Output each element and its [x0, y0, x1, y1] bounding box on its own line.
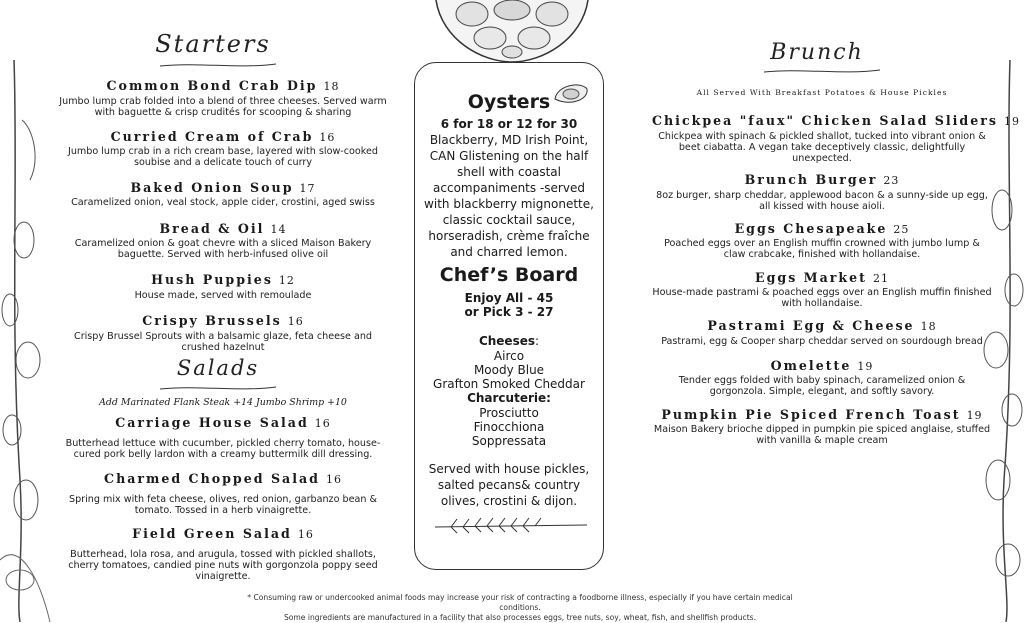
charcuterie-label: Charcuterie: — [467, 391, 551, 405]
menu-item-desc: 8oz burger, sharp cheddar, applewood bacon & a sunny-side up egg, all kissed with house aioli. — [656, 190, 988, 212]
menu-item-name: Bread & Oil 14 — [159, 221, 287, 236]
menu-item-name: Pumpkin Pie Spiced French Toast 19 — [661, 407, 983, 422]
menu-item-desc: Butterhead, lola rosa, and arugula, tossed with pickled shallots, cherry tomatoes, candied pine nuts with gorgonzola poppy seed vinaigrette. — [68, 549, 378, 582]
menu-item-name: Pastrami Egg & Cheese 18 — [707, 318, 937, 333]
starters-heading: Starters — [155, 30, 271, 58]
board-title: Chef’s Board — [439, 264, 579, 286]
herb-sprig-icon — [431, 515, 591, 535]
menu-item-desc: Jumbo lump crab folded into a blend of three cheeses. Served warm with baguette & crisp crudités for scooping & sharing — [59, 96, 387, 118]
oysters-title: Oysters — [467, 91, 551, 113]
flourish-icon — [158, 383, 278, 393]
menu-item-desc: Pastrami, egg & Cooper sharp cheddar served on sourdough bread — [661, 336, 983, 347]
oyster-platter-icon — [432, 0, 592, 62]
cheese-item: Moody Blue — [473, 363, 545, 377]
flourish-icon — [762, 66, 882, 76]
menu-item-name: Curried Cream of Crab 16 — [110, 129, 336, 144]
oysters-price: 6 for 18 or 12 for 30 — [440, 117, 578, 131]
menu-item-desc: Maison Bakery brioche dipped in pumpkin pie spiced anglaise, stuffed with vanilla & maple cream — [653, 424, 991, 446]
charcuterie-item: Finocchiona — [473, 420, 545, 434]
menu-item-desc: Caramelized onion & goat chevre with a sliced Maison Bakery baguette. Served with herb-infused olive oil — [74, 238, 372, 260]
menu-item-name: Crispy Brussels 16 — [142, 313, 304, 328]
oysters-desc: Blackberry, MD Irish Point, CAN Glistening on the half shell with coastal accompaniments -served with blackberry mignonette, classic cocktail sauce, horseradish, crème fraîche and charred lemon. — [424, 133, 594, 259]
oysters-board-panel — [414, 62, 604, 570]
cheese-item: Airco — [493, 349, 525, 363]
salads-addons: Add Marinated Flank Steak +14 Jumbo Shrimp +10 — [99, 397, 347, 408]
menu-item-name: Common Bond Crab Dip 18 — [106, 78, 340, 93]
charcuterie-item: Soppressata — [471, 434, 547, 448]
charcuterie-item: Prosciutto — [479, 406, 539, 420]
board-line-2: or Pick 3 - 27 — [464, 305, 554, 319]
menu-item-name: Eggs Market 21 — [755, 270, 889, 285]
menu-item-name: Baked Onion Soup 17 — [130, 180, 316, 195]
cheeses-label: Cheeses: — [478, 334, 540, 348]
menu-item-name: Carriage House Salad 16 — [115, 415, 331, 430]
menu-item-desc: Crispy Brussel Sprouts with a balsamic glaze, feta cheese and crushed hazelnut — [74, 331, 372, 353]
footer-line-2: Some ingredients are manufactured in a facility that also processes eggs, tree nuts, soy, wheat, fish, and shellfish products. — [283, 613, 757, 622]
menu-item-desc: Chickpea with spinach & pickled shallot, tucked into vibrant onion & beet ciabatta. A vegan take deceptively classic, delightfully unexpected. — [658, 131, 986, 164]
menu-item-name: Brunch Burger 23 — [744, 172, 900, 187]
board-line-1: Enjoy All - 45 — [464, 291, 554, 305]
menu-item-name: Hush Puppies 12 — [151, 272, 295, 287]
menu-item-name: Chickpea "faux" Chicken Salad Sliders 19 — [652, 113, 1020, 128]
brunch-subtitle: All Served With Breakfast Potatoes & House Pickles — [696, 88, 948, 97]
menu-item-name: Field Green Salad 16 — [132, 526, 314, 541]
menu-item-name: Omelette 19 — [770, 358, 874, 373]
footer-line-1: * Consuming raw or undercooked animal foods may increase your risk of contracting a foodborne illness, especially if you have certain medical conditions. — [247, 593, 793, 612]
board-served-text: Served with house pickles, salted pecans& country olives, crostini & dijon. — [428, 462, 590, 508]
menu-item-desc: Caramelized onion, veal stock, apple cider, crostini, aged swiss — [71, 197, 375, 208]
botanical-left-icon — [0, 60, 52, 622]
menu-item-desc: Tender eggs folded with baby spinach, caramelized onion & gorgonzola. Simple, elegant, and softly savory. — [678, 375, 966, 397]
menu-item-name: Charmed Chopped Salad 16 — [104, 471, 342, 486]
salads-heading: Salads — [176, 356, 260, 380]
allergen-footer — [230, 593, 810, 623]
menu-item-desc: Spring mix with feta cheese, olives, red onion, garbanzo bean & tomato. Tossed in a herb vinaigrette. — [69, 494, 377, 516]
menu-item-desc: House-made pastrami & poached eggs over an English muffin finished with hollandaise. — [652, 287, 992, 309]
flourish-icon — [158, 60, 278, 70]
menu-item-desc: Butterhead lettuce with cucumber, pickled cherry tomato, house-cured pork belly lardon with a creamy buttermilk dill dressing. — [65, 438, 381, 460]
menu-item-desc: Poached eggs over an English muffin crowned with jumbo lump & claw crabcake, finished with hollandaise. — [664, 238, 980, 260]
menu-item-name: Eggs Chesapeake 25 — [734, 221, 910, 236]
cheese-item: Grafton Smoked Cheddar — [433, 377, 585, 391]
brunch-heading: Brunch — [770, 40, 864, 65]
menu-item-desc: Jumbo lump crab in a rich cream base, layered with slow-cooked soubise and a delicate touch of curry — [68, 146, 378, 168]
menu-item-desc: House made, served with remoulade — [134, 290, 312, 301]
